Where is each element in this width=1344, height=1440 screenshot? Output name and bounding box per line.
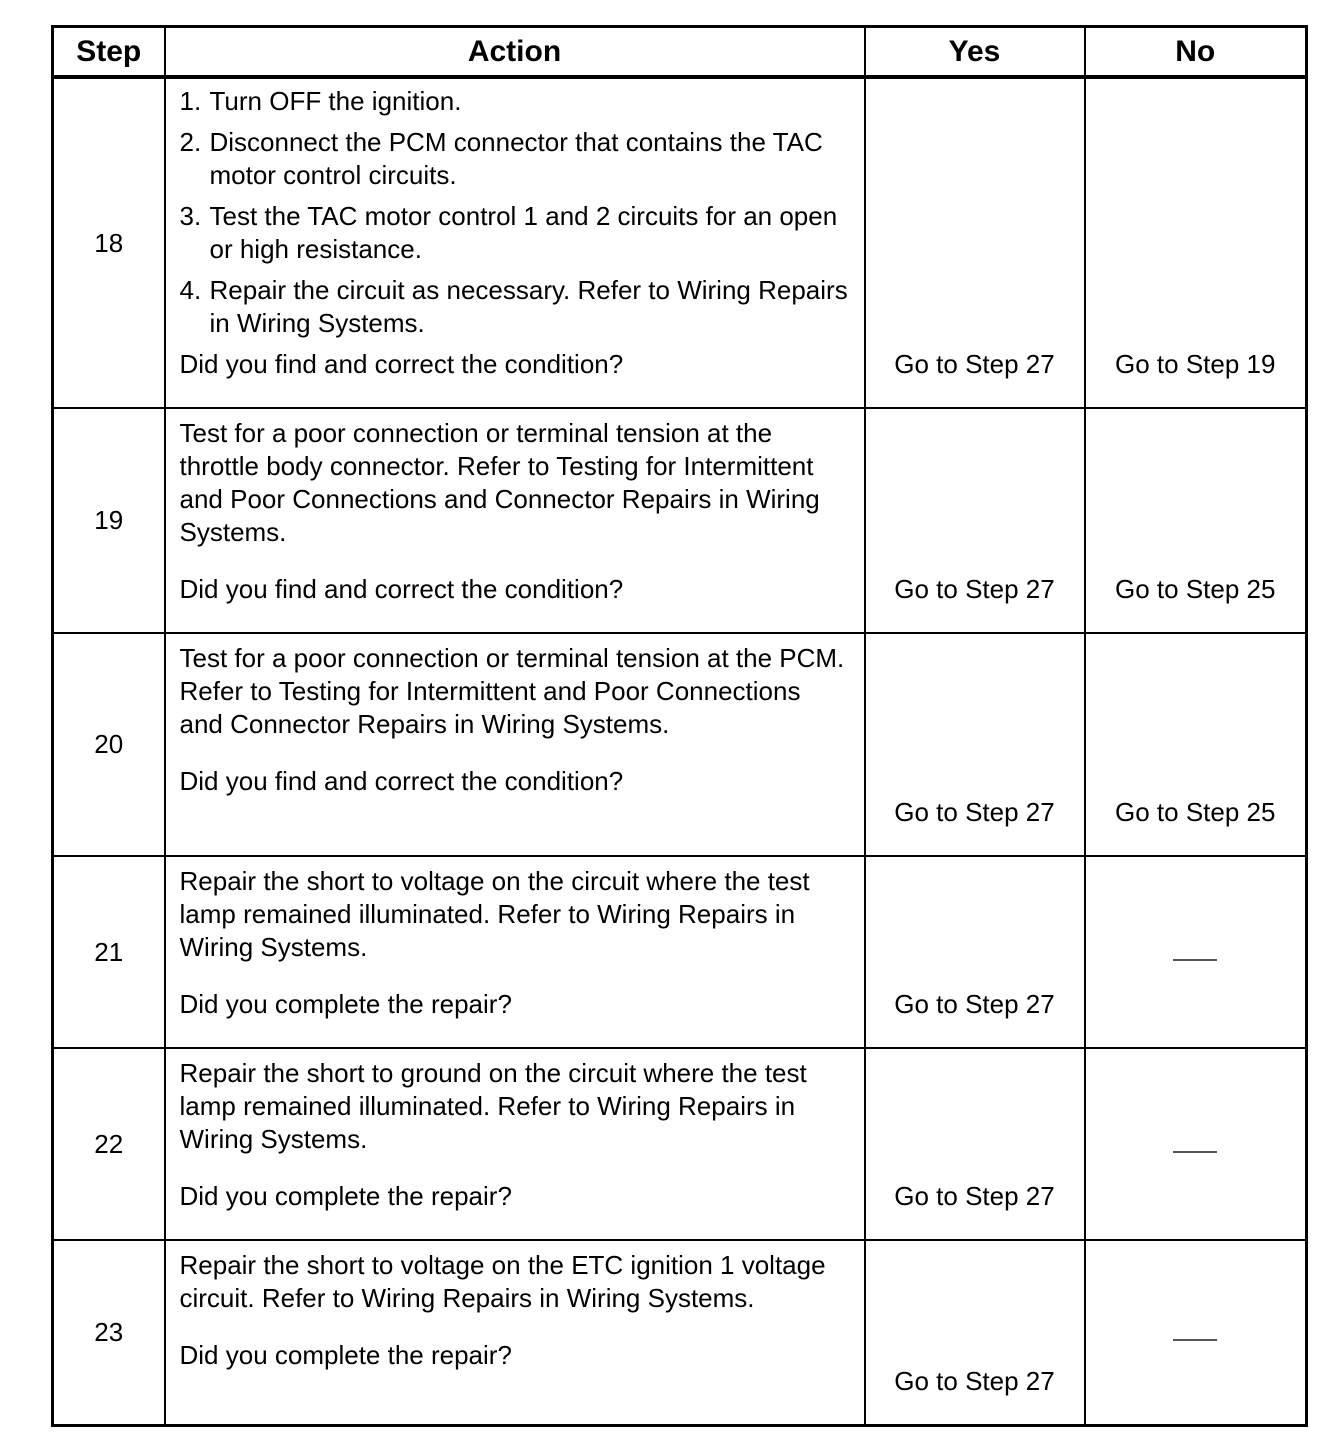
table-row bbox=[53, 77, 1307, 408]
action-cell bbox=[165, 856, 865, 1048]
list-item-number: 4. bbox=[179, 275, 202, 305]
action-question: Did you complete the repair? bbox=[179, 1181, 512, 1211]
yes-result: Go to Step 27 bbox=[865, 1240, 1085, 1425]
step-number: 22 bbox=[53, 1048, 165, 1240]
action-cell bbox=[165, 77, 865, 408]
table-row bbox=[53, 1048, 1307, 1240]
yes-result: Go to Step 27 bbox=[865, 1048, 1085, 1240]
action-question: Did you find and correct the condition? bbox=[179, 766, 624, 796]
list-item bbox=[180, 126, 850, 192]
yes-result: Go to Step 27 bbox=[865, 408, 1085, 633]
action-text: Test for a poor connection or terminal tension at the PCM. Refer to Testing for Intermittent and Poor Connections and Connector Repairs in Wiring Systems. bbox=[179, 643, 845, 739]
yes-result: Go to Step 27 bbox=[865, 633, 1085, 856]
action-text: Repair the short to voltage on the ETC ignition 1 voltage circuit. Refer to Wiring Repairs in Wiring Systems. bbox=[179, 1250, 826, 1313]
list-item-text: Test the TAC motor control 1 and 2 circuits for an open or high resistance. bbox=[209, 201, 838, 264]
step-number: 21 bbox=[53, 856, 165, 1048]
yes-result: Go to Step 27 bbox=[865, 77, 1085, 408]
action-cell bbox=[165, 408, 865, 633]
step-number: 19 bbox=[53, 408, 165, 633]
action-cell bbox=[165, 633, 865, 856]
action-cell bbox=[165, 1240, 865, 1425]
dash-placeholder bbox=[1173, 959, 1217, 961]
action-question: Did you find and correct the condition? bbox=[179, 349, 624, 379]
list-item bbox=[180, 85, 850, 118]
header-row bbox=[53, 27, 1307, 78]
table-row bbox=[53, 633, 1307, 856]
step-number: 18 bbox=[53, 77, 165, 408]
action-question: Did you complete the repair? bbox=[179, 989, 512, 1019]
action-text: Repair the short to ground on the circuit where the test lamp remained illuminated. Refer to Wiring Repairs in Wiring Systems. bbox=[179, 1058, 807, 1154]
header-action: Action bbox=[165, 27, 865, 78]
no-result: Go to Step 25 bbox=[1085, 408, 1307, 633]
dash-placeholder bbox=[1173, 1339, 1217, 1341]
action-question: Did you complete the repair? bbox=[179, 1340, 512, 1370]
dash-placeholder bbox=[1173, 1151, 1217, 1153]
list-item-number: 1. bbox=[179, 86, 202, 116]
list-item-text: Turn OFF the ignition. bbox=[209, 86, 462, 116]
list-item bbox=[180, 200, 850, 266]
action-text: Test for a poor connection or terminal tension at the throttle body connector. Refer to Testing for Intermittent and Poor Connections and Connector Repairs in Wiring Systems. bbox=[179, 418, 820, 547]
no-result bbox=[1085, 856, 1307, 1048]
no-result bbox=[1085, 1048, 1307, 1240]
action-text: Repair the short to voltage on the circuit where the test lamp remained illuminated. Refer to Wiring Repairs in Wiring Systems. bbox=[179, 866, 810, 962]
list-item-number: 3. bbox=[179, 201, 202, 231]
no-result bbox=[1085, 1240, 1307, 1425]
list-item bbox=[180, 274, 850, 340]
action-cell bbox=[165, 1048, 865, 1240]
header-no: No bbox=[1085, 27, 1307, 78]
action-question: Did you find and correct the condition? bbox=[179, 574, 624, 604]
header-yes: Yes bbox=[865, 27, 1085, 78]
table-row bbox=[53, 856, 1307, 1048]
no-result: Go to Step 25 bbox=[1085, 633, 1307, 856]
table-row bbox=[53, 1240, 1307, 1425]
table-row bbox=[53, 408, 1307, 633]
list-item-number: 2. bbox=[179, 127, 202, 157]
yes-result: Go to Step 27 bbox=[865, 856, 1085, 1048]
action-list bbox=[180, 85, 850, 340]
diagnostic-table bbox=[51, 25, 1308, 1427]
step-number: 20 bbox=[53, 633, 165, 856]
step-number: 23 bbox=[53, 1240, 165, 1425]
list-item-text: Disconnect the PCM connector that contains the TAC motor control circuits. bbox=[209, 127, 823, 190]
list-item-text: Repair the circuit as necessary. Refer to Wiring Repairs in Wiring Systems. bbox=[209, 275, 848, 338]
no-result: Go to Step 19 bbox=[1085, 77, 1307, 408]
header-step: Step bbox=[53, 27, 165, 78]
